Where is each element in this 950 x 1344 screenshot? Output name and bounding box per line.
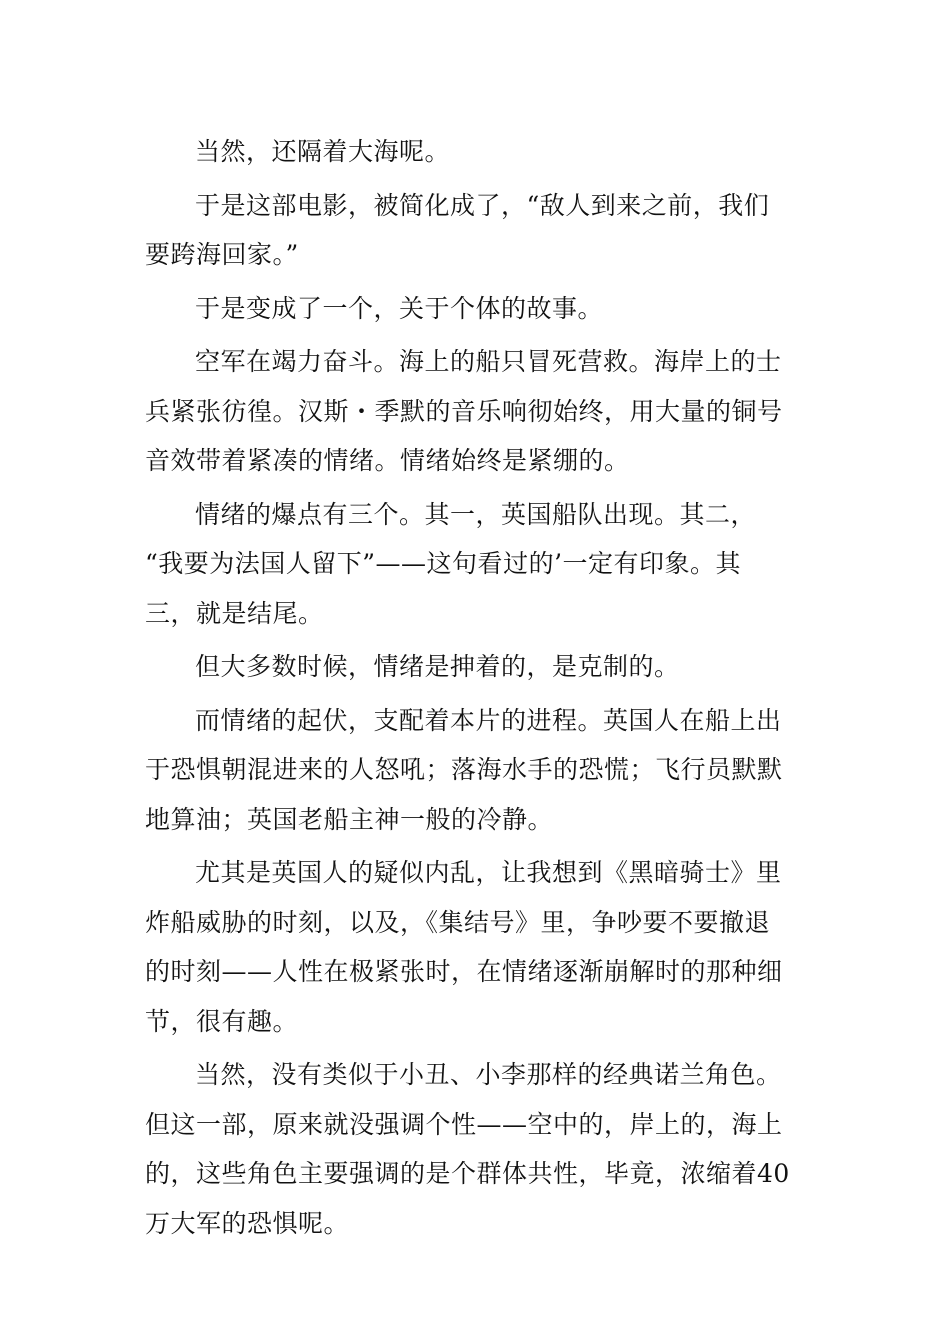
text-line: 的，这些角色主要强调的是个群体共性，毕竟，浓缩着40 xyxy=(145,1159,790,1188)
text-line: 当然，没有类似于小丑、小李那样的经典诺兰角色。 xyxy=(195,1060,782,1089)
text-line: 要跨海回家。” xyxy=(145,240,299,269)
text-line: 当然，还隔着大海呢。 xyxy=(195,137,451,166)
paragraph xyxy=(145,181,810,280)
paragraph xyxy=(145,696,810,845)
text-line: 地算油；英国老船主神一般的冷静。 xyxy=(145,804,554,834)
paragraph xyxy=(145,337,810,486)
text-line: “我要为法国人留下”——这句看过的’一定有印象。其 xyxy=(145,549,742,578)
paragraph xyxy=(145,642,810,692)
paragraph xyxy=(145,127,810,177)
text-line: 但这一部，原来就没强调个性——空中的，岸上的，海上 xyxy=(145,1109,783,1139)
paragraph xyxy=(145,490,810,639)
text-line: 音效带着紧凑的情绪。情绪始终是紧绷的。 xyxy=(145,446,630,475)
text-line: 于恐惧朝混进来的人怒吼；落海水手的恐慌；飞行员默默 xyxy=(145,755,783,784)
text-line: 炸船威胁的时刻，以及，《集结号》里，争吵要不要撤退 xyxy=(145,907,771,937)
text-line: 三，就是结尾。 xyxy=(145,598,324,628)
text-line: 而情绪的起伏，支配着本片的进程。英国人在船上出 xyxy=(195,705,782,735)
text-line: 节，很有趣。 xyxy=(145,1006,299,1036)
text-line: 于是变成了一个，关于个体的故事。 xyxy=(195,293,604,323)
text-line: 尤其是英国人的疑似内乱，让我想到《黑暗骑士》里 xyxy=(195,858,782,887)
paragraph xyxy=(145,848,810,1046)
text-line: 情绪的爆点有三个。其一，英国船队出现。其二， xyxy=(195,499,757,529)
article-body xyxy=(145,127,810,1252)
text-line: 空军在竭力奋斗。海上的船只冒死营救。海岸上的士 xyxy=(195,347,782,376)
paragraph xyxy=(145,1050,810,1248)
text-line: 兵紧张彷徨。汉斯・季默的音乐响彻始终，用大量的铜号 xyxy=(145,396,783,426)
text-line: 但大多数时候，情绪是抻着的，是克制的。 xyxy=(195,652,680,681)
text-line: 万大军的恐惧呢。 xyxy=(145,1208,350,1238)
text-line: 的时刻——人性在极紧张时，在情绪逐渐崩解时的那种细 xyxy=(145,957,783,986)
text-line: 于是这部电影，被简化成了，“敌人到来之前，我们 xyxy=(195,190,770,220)
paragraph xyxy=(145,284,810,334)
